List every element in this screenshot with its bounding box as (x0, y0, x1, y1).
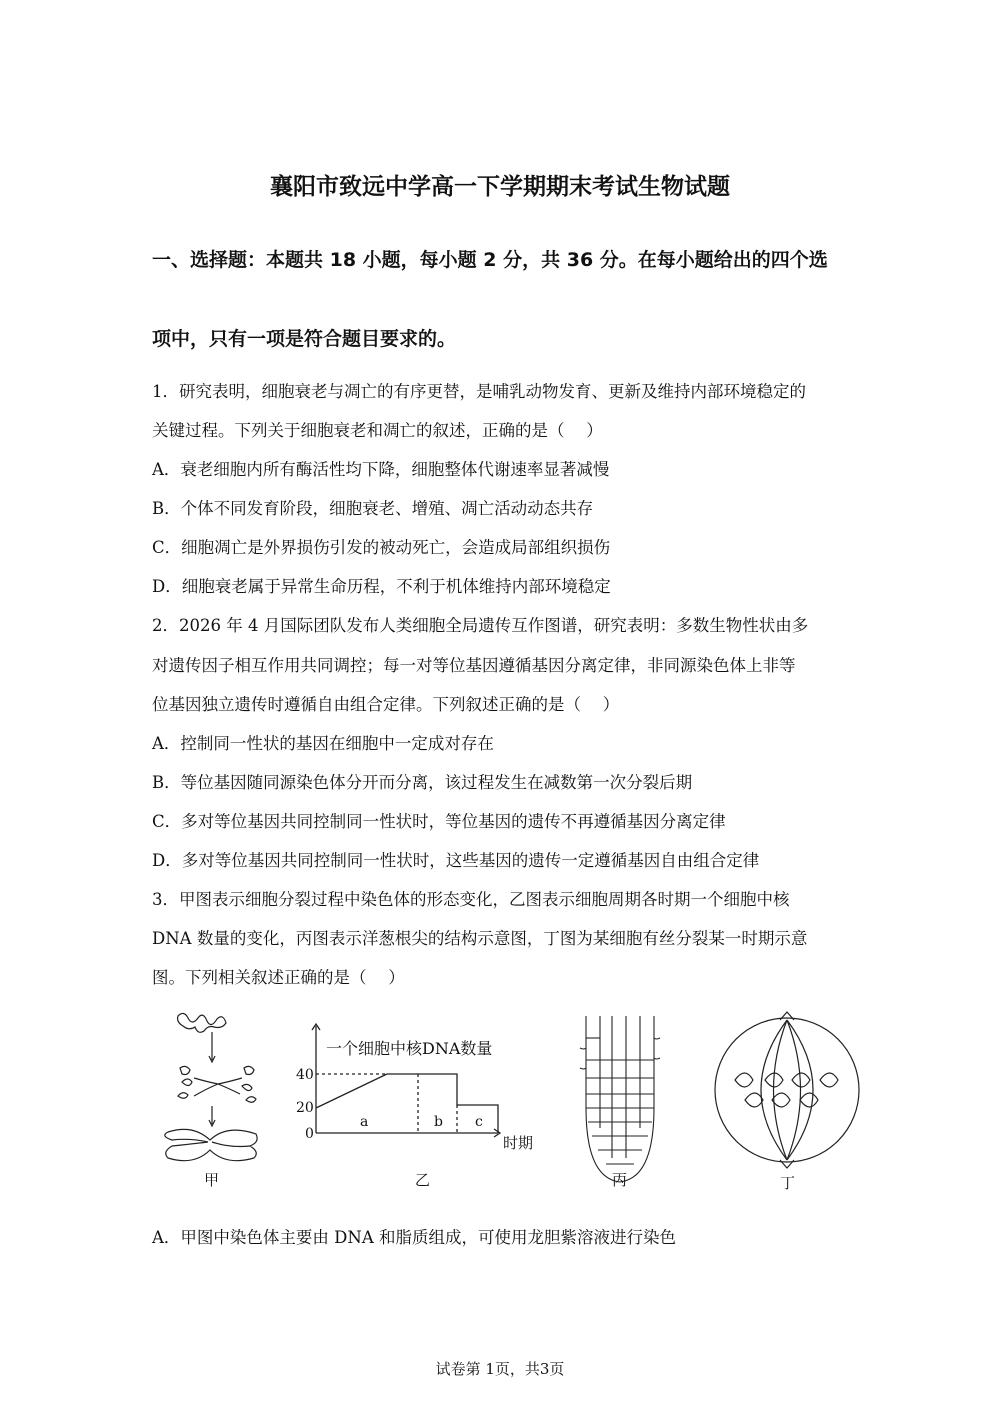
text-line-4: B．个体不同发育阶段，细胞衰老、增殖、凋亡活动动态共存 (152, 499, 594, 518)
text-line-7: 2．2026 年 4 月国际团队发布人类细胞全局遗传互作图谱，研究表明：多数生物性状由多 (152, 616, 809, 635)
chart-ytick-40: 40 (296, 1067, 314, 1083)
figure-caption-bing: 丙 (612, 1171, 628, 1189)
chart-segment-b: b (434, 1114, 443, 1130)
figure-bing-root-tip (580, 1016, 660, 1182)
figure-group (160, 1008, 870, 1198)
chart-xlabel: 时期 (503, 1134, 534, 1152)
text-line-3: A．衰老细胞内所有酶活性均下降，细胞整体代谢速率显著减慢 (152, 460, 610, 479)
text-line-5: C．细胞凋亡是外界损伤引发的被动死亡，会造成局部组织损伤 (152, 538, 611, 557)
text-line-9: 位基因独立遗传时遵循自由组合定律。下列叙述正确的是（ ） (152, 695, 620, 714)
chart-ytick-0: 0 (305, 1126, 314, 1142)
text-line-15: DNA 数量的变化，丙图表示洋葱根尖的结构示意图，丁图为某细胞有丝分裂某一时期示意 (152, 929, 808, 948)
section-heading-line-1: 一、选择题：本题共 18 小题，每小题 2 分，共 36 分。在每小题给出的四个选 (152, 249, 828, 271)
text-line-8: 对遗传因子相互作用共同调控；每一对等位基因遵循基因分离定律，非同源染色体上非等 (152, 656, 796, 675)
text-line-11: B．等位基因随同源染色体分开而分离，该过程发生在减数第一次分裂后期 (152, 773, 693, 792)
figure-caption-ding: 丁 (780, 1174, 796, 1192)
chart-ylabel: 一个细胞中核DNA数量 (326, 1039, 493, 1058)
text-line-16: 图。下列相关叙述正确的是（ ） (152, 968, 405, 987)
text-line-13: D．多对等位基因共同控制同一性状时，这些基因的遗传一定遵循基因自由组合定律 (152, 851, 760, 870)
page-footer: 试卷第 1页，共3页 (435, 1360, 565, 1378)
text-line-1: 1．研究表明，细胞衰老与凋亡的有序更替，是哺乳动物发育、更新及维持内部环境稳定的 (152, 382, 806, 401)
text-line-6: D．细胞衰老属于异常生命历程，不利于机体维持内部环境稳定 (152, 577, 611, 596)
figure-ding-metaphase-cell (715, 1012, 859, 1168)
section-heading-line-2: 项中，只有一项是符合题目要求的。 (152, 328, 457, 350)
figure-jia-chromosome-drawing (165, 1013, 257, 1160)
page-title: 襄阳市致远中学高一下学期期末考试生物试题 (270, 174, 730, 200)
chart-ytick-20: 20 (296, 1100, 314, 1116)
text-line-10: A．控制同一性状的基因在细胞中一定成对存在 (152, 734, 494, 753)
chart-segment-a: a (360, 1114, 369, 1130)
chart-segment-c: c (475, 1114, 483, 1130)
dna-series-line (316, 1074, 498, 1133)
figure-caption-jia: 甲 (204, 1171, 220, 1189)
text-line-option-a-q3: A．甲图中染色体主要由 DNA 和脂质组成，可使用龙胆紫溶液进行染色 (152, 1228, 676, 1247)
text-line-2: 关键过程。下列关于细胞衰老和凋亡的叙述，正确的是（ ） (152, 421, 603, 440)
text-line-12: C．多对等位基因共同控制同一性状时，等位基因的遗传不再遵循基因分离定律 (152, 812, 726, 831)
figure-caption-yi: 乙 (415, 1171, 431, 1189)
text-line-14: 3．甲图表示细胞分裂过程中染色体的形态变化，乙图表示细胞周期各时期一个细胞中核 (152, 890, 790, 909)
